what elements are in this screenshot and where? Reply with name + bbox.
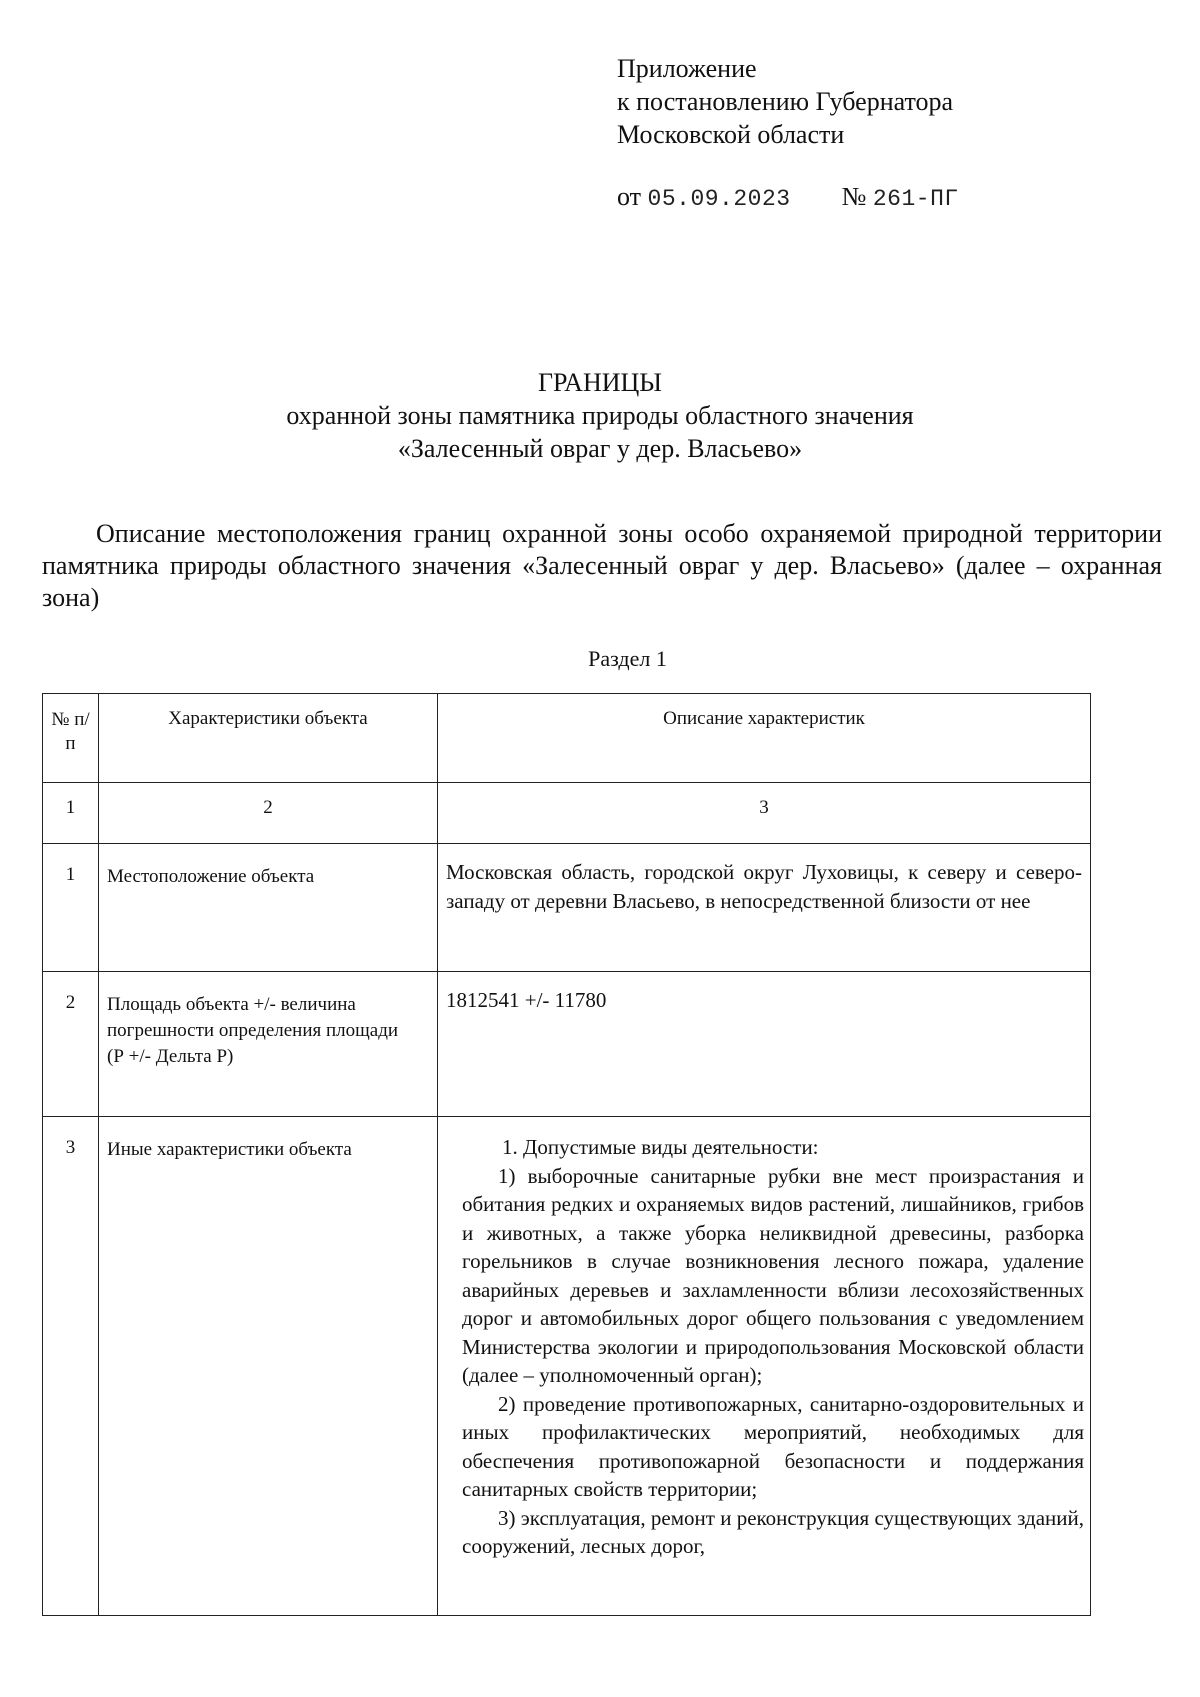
table-column-numbers-row — [43, 783, 1091, 844]
column-number-cell: 1 — [43, 783, 99, 844]
column-number-cell: 3 — [438, 783, 1091, 844]
row-characteristic: Иные характеристики объекта — [99, 1117, 438, 1616]
activity-item: 2) проведение противопожарных, санитарно-оздоровительных и иных профилактических мероприятий, необходимых для обеспечения противопожарной безопасности и поддержания санитарных свойств территории; — [462, 1391, 1084, 1501]
row-number: 1 — [43, 844, 99, 972]
table-row — [43, 972, 1091, 1117]
title-main: ГРАНИЦЫ — [538, 368, 662, 397]
section-label: Раздел 1 — [588, 646, 667, 671]
decree-number: 261-ПГ — [872, 186, 959, 212]
title-subtitle: охранной зоны памятника природы областного значения — [286, 401, 914, 430]
row-characteristic-formula: (Р +/- Дельта Р) — [107, 1046, 234, 1067]
header-line-appendix: Приложение — [617, 54, 757, 83]
row-characteristic: Местоположение объекта — [99, 844, 438, 972]
activity-item: 1) выборочные санитарные рубки вне мест произрастания и обитания редких и охраняемых видов растений, лишайников, грибов и животных, а также уборка неликвидной древесины, разборка горельников в случае возникновения лесного пожара, удаление аварийных деревьев и захламленности вблизи лесохозяйственных дорог и автомобильных дорог общего пользования с уведомлением Министерства экологии и природопользования Московской области (далее – уполномоченный орган); — [462, 1163, 1084, 1387]
number-prefix: № — [841, 182, 867, 211]
column-number-cell: 2 — [99, 783, 438, 844]
row-number: 3 — [43, 1117, 99, 1616]
row-characteristic — [99, 972, 438, 1117]
characteristics-table — [42, 693, 1091, 1616]
document-header — [617, 52, 953, 151]
decree-date-number — [617, 182, 959, 212]
table-row — [43, 844, 1091, 972]
row-description: 1812541 +/- 11780 — [438, 972, 1091, 1117]
decree-date: 05.09.2023 — [647, 186, 791, 212]
activities-heading: 1. Допустимые виды деятельности: — [502, 1135, 819, 1159]
activity-item: 3) эксплуатация, ремонт и реконструкция существующих зданий, сооружений, лесных дорог, — [462, 1505, 1084, 1558]
title-object-name: «Залесенный овраг у дер. Власьево» — [397, 434, 803, 463]
description-paragraph: Описание местоположения границ охранной зоны особо охраняемой природной территории памятника природы областного значения «Залесенный овраг у дер. Власьево» (далее – охранная зона) — [42, 519, 1162, 612]
row-characteristic-text: Площадь объекта +/- величина погрешности определения площади — [107, 994, 399, 1041]
row-number: 2 — [43, 972, 99, 1117]
header-cell-description: Описание характеристик — [438, 694, 1091, 783]
header-cell-characteristic: Характеристики объекта — [99, 694, 438, 783]
date-prefix: от — [617, 182, 642, 211]
header-line-decree: к постановлению Губернатора — [617, 87, 954, 116]
document-title — [0, 366, 1200, 465]
header-line-region: Московской области — [617, 120, 845, 149]
header-cell-number: № п/п — [43, 694, 99, 783]
table-row — [43, 1117, 1091, 1616]
row-description — [438, 1117, 1091, 1616]
table-header-row — [43, 694, 1091, 783]
row-description: Московская область, городской округ Луховицы, к северу и северо- западу от деревни Власьево, в непосредственной близости от нее — [438, 844, 1091, 972]
